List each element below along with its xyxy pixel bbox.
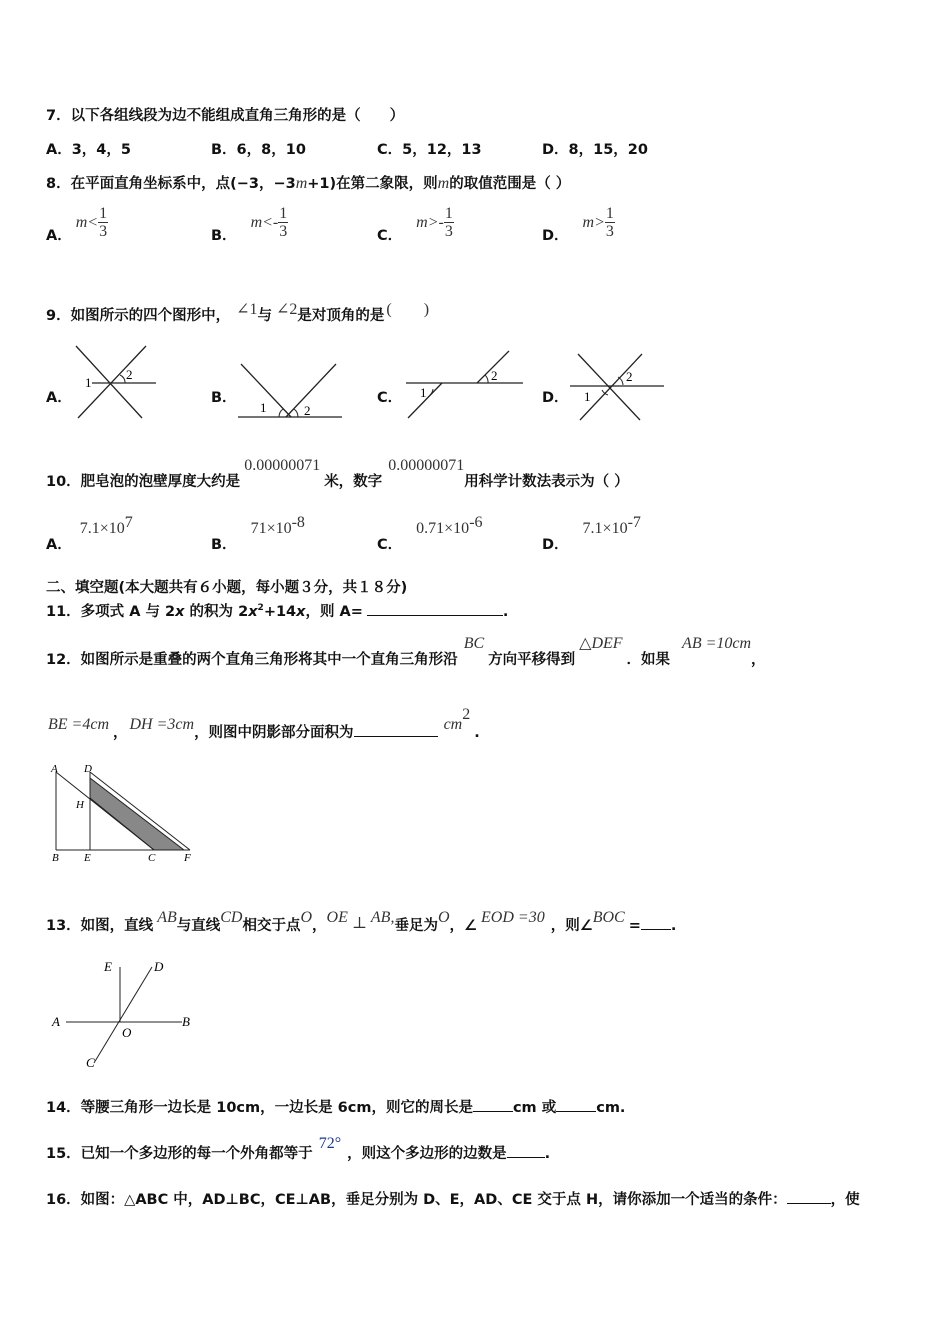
q10-option-b xyxy=(211,514,305,553)
q9-c-label-2: 2 xyxy=(491,368,498,383)
q8-op-a: m< xyxy=(75,213,99,231)
q12-ab: AB =10cm xyxy=(682,635,752,652)
q13-oe: OE xyxy=(326,909,348,926)
q8-stem-post: 的取值范围是（ ） xyxy=(449,176,571,192)
q9-stem-post: 是对顶角的是 xyxy=(297,308,385,324)
q11-end: . xyxy=(502,604,509,620)
q7-option-c: C．5，12，13 xyxy=(377,142,482,158)
q9-angle1: ∠1 xyxy=(236,301,258,318)
q8-label-d: D． xyxy=(542,228,569,244)
q10-label-c: C． xyxy=(377,536,403,553)
q12-comma: ， xyxy=(751,652,766,668)
q12-fig-e: E xyxy=(84,852,91,864)
q9-label-a: A． xyxy=(46,390,72,406)
q9-d-label-1: 1 xyxy=(584,389,591,404)
q10-base-a: 7.1×10 xyxy=(79,519,125,537)
q7-option-a: A．3，4，5 xyxy=(46,142,131,158)
q13-fig-e: E xyxy=(104,959,112,974)
q13-perp: ⊥ xyxy=(351,915,367,932)
q16-stem xyxy=(46,1188,860,1209)
q16-answer-blank[interactable] xyxy=(787,1189,831,1204)
q15-end: . xyxy=(544,1146,551,1162)
q11-post: ，则 A= xyxy=(305,604,363,620)
q8-frac-b xyxy=(278,205,288,240)
q13-t7: = xyxy=(628,918,641,934)
q15-degree: 72° xyxy=(318,1135,342,1152)
frac-num: 1 xyxy=(279,205,288,222)
q13-cd: CD xyxy=(220,909,243,926)
frac-num: 1 xyxy=(444,205,453,222)
q10-stem-pre: 10．肥皂泡的泡壁厚度大约是 xyxy=(46,474,241,490)
q12-unit-sup: 2 xyxy=(462,706,471,723)
q11-x2: x xyxy=(248,604,258,620)
q8-label-a: A． xyxy=(46,228,72,244)
q9-d-label-2: 2 xyxy=(626,369,633,384)
q13-t1: 与直线 xyxy=(176,918,221,934)
q15-post: ，则这个多边形的边数是 xyxy=(347,1146,507,1162)
q8-op-c: m>- xyxy=(416,213,444,231)
q14-answer-blank-1[interactable] xyxy=(473,1097,513,1112)
q8-stem-pre: 8．在平面直角坐标系中，点(−3，−3 xyxy=(46,176,296,192)
q13-end: . xyxy=(670,918,677,934)
q8-option-a xyxy=(46,205,108,244)
q12-mid2: ．如果 xyxy=(626,652,671,668)
q14-pre: 14．等腰三角形一边长是 10cm，一边长是 6cm，则它的周长是 xyxy=(46,1100,473,1116)
q12-figure xyxy=(44,760,204,866)
q13-t6: ，则∠ xyxy=(550,918,593,934)
q11-mid: 的积为 2 xyxy=(184,604,249,620)
q10-option-a xyxy=(46,514,133,553)
q13-t3: ， xyxy=(312,918,327,934)
section-2-heading: 二、填空题(本大题共有６小题，每小题３分，共１８分) xyxy=(46,580,408,596)
q8-label-c: C． xyxy=(377,228,403,244)
frac-den: 3 xyxy=(444,223,453,240)
q8-label-b: B． xyxy=(211,228,237,244)
q9-figure-d xyxy=(568,350,668,422)
q12-mid: 方向平移得到 xyxy=(488,652,576,668)
q13-boc: BOC xyxy=(592,909,625,926)
frac-num: 1 xyxy=(99,205,108,222)
q7-stem: 7．以下各组线段为边不能组成直角三角形的是（ ） xyxy=(46,108,405,124)
q10-exp-b: -8 xyxy=(291,514,305,531)
q12-fig-c: C xyxy=(148,852,156,864)
q9-stem-mid: 与 xyxy=(257,308,272,324)
q13-figure xyxy=(48,955,198,1070)
q12-fig-h: H xyxy=(76,799,84,811)
frac-den: 3 xyxy=(279,223,288,240)
q10-stem-mid: 米，数字 xyxy=(324,474,383,490)
q12-fig-a: A xyxy=(51,763,58,775)
q12-post: ，则图中阴影部分面积为 xyxy=(194,724,354,741)
q9-label-c: C． xyxy=(377,390,403,406)
q10-option-d xyxy=(542,514,641,553)
q8-var-m1: m xyxy=(295,175,308,192)
q9-a-label-2: 2 xyxy=(126,367,133,382)
q9-figure-a xyxy=(70,342,160,422)
q11-x1: x xyxy=(175,604,185,620)
q10-exp-a: 7 xyxy=(124,514,133,531)
q13-ab: AB xyxy=(157,909,177,926)
q14-stem xyxy=(46,1096,625,1117)
q10-base-b: 71×10 xyxy=(250,519,292,537)
q12-end: . xyxy=(474,724,480,741)
q9-stem xyxy=(46,296,430,324)
frac-den: 3 xyxy=(99,223,108,240)
q16-post: ，使 xyxy=(830,1192,860,1208)
q9-figure-b xyxy=(236,360,346,422)
q12-dh: DH =3cm xyxy=(129,715,195,733)
q10-exp-c: -6 xyxy=(469,514,483,531)
q13-answer-blank[interactable] xyxy=(641,915,671,930)
q12-bc: BC xyxy=(463,635,485,652)
q10-label-d: D． xyxy=(542,536,569,553)
q13-t2: 相交于点 xyxy=(242,918,301,934)
q12-pre: 12．如图所示是重叠的两个直角三角形将其中一个直角三角形沿 xyxy=(46,652,458,668)
q14-answer-blank-2[interactable] xyxy=(556,1097,596,1112)
frac-num: 1 xyxy=(605,205,614,222)
q9-angle2: ∠2 xyxy=(276,301,298,318)
q15-answer-blank[interactable] xyxy=(507,1143,545,1158)
q7-option-d: D．8，15，20 xyxy=(542,142,648,158)
q9-paren: ( ) xyxy=(386,301,430,318)
q12-stem-line1 xyxy=(46,632,766,668)
q13-o1: O xyxy=(300,909,313,926)
q9-stem-pre: 9．如图所示的四个图形中， xyxy=(46,308,231,324)
q11-pre: 11．多项式 A 与 2 xyxy=(46,604,176,620)
q8-option-b xyxy=(211,205,288,244)
q12-be: BE =4cm xyxy=(48,715,109,733)
q14-post: cm. xyxy=(596,1100,626,1116)
q8-stem xyxy=(46,172,570,193)
q9-c-label-1: 1 xyxy=(420,385,427,400)
q13-eod: EOD =30 xyxy=(481,909,545,926)
q10-label-b: B． xyxy=(211,536,237,553)
q12-stem-line2 xyxy=(48,706,480,741)
q13-fig-c: C xyxy=(86,1055,95,1070)
q9-label-b: B． xyxy=(211,390,237,406)
q13-fig-b: B xyxy=(182,1014,190,1029)
q15-stem xyxy=(46,1132,551,1162)
q12-unit: cm xyxy=(443,715,463,733)
q8-op-b: m<- xyxy=(250,213,279,231)
q10-label-a: A． xyxy=(46,536,72,553)
q13-fig-d: D xyxy=(154,959,164,974)
q15-pre: 15．已知一个多边形的每一个外角都等于 xyxy=(46,1146,313,1162)
q13-ab2: AB, xyxy=(370,909,395,926)
q9-figure-c xyxy=(402,348,527,420)
q12-def: △DEF xyxy=(579,635,623,652)
q11-stem xyxy=(46,600,508,621)
q12-comma2: ， xyxy=(113,724,128,741)
q13-t4: 垂足为 xyxy=(394,918,438,934)
q16-pre: 16．如图：△ABC 中，AD⊥BC，CE⊥AB，垂足分别为 D、E，AD、CE 交于点 H，请你添加一个适当的条件： xyxy=(46,1192,787,1208)
q11-plus: +14 xyxy=(263,604,297,620)
q10-number-2: 0.00000071 xyxy=(388,457,465,474)
q13-fig-o: O xyxy=(122,1025,132,1040)
q11-sup: 2 xyxy=(257,603,264,614)
q7-option-b: B．6，8，10 xyxy=(211,142,306,158)
q13-fig-a: A xyxy=(52,1014,60,1029)
q8-option-c xyxy=(377,205,454,244)
q13-pre: 13．如图，直线 xyxy=(46,918,154,934)
q12-answer-blank[interactable] xyxy=(354,722,438,737)
frac-den: 3 xyxy=(605,223,614,240)
q9-b-label-1: 1 xyxy=(260,400,267,415)
q8-frac-c xyxy=(444,205,454,240)
q8-option-d xyxy=(542,205,615,244)
q9-b-label-2: 2 xyxy=(304,403,311,418)
q8-frac-a xyxy=(98,205,108,240)
q12-fig-b: B xyxy=(52,852,59,864)
q10-stem-post: 用科学计数法表示为（ ） xyxy=(464,474,629,490)
q14-mid: cm 或 xyxy=(512,1100,557,1116)
q10-base-c: 0.71×10 xyxy=(416,519,470,537)
q8-var-m2: m xyxy=(437,175,450,192)
q12-fig-f: F xyxy=(184,852,191,864)
q10-stem xyxy=(46,454,629,490)
q10-exp-d: -7 xyxy=(627,514,641,531)
q12-fig-d: D xyxy=(84,763,92,775)
q13-o2: O xyxy=(437,909,450,926)
q11-answer-blank[interactable] xyxy=(367,601,503,616)
q10-number-1: 0.00000071 xyxy=(244,457,321,474)
q11-x3: x xyxy=(296,604,306,620)
q8-stem-mid: +1)在第二象限，则 xyxy=(307,176,438,192)
q10-option-c xyxy=(377,514,483,553)
q13-t5: ，∠ xyxy=(449,918,478,934)
q9-a-label-1: 1 xyxy=(85,375,92,390)
q8-frac-d xyxy=(605,205,615,240)
q9-label-d: D． xyxy=(542,390,569,406)
q13-stem xyxy=(46,906,677,934)
q8-op-d: m> xyxy=(582,213,605,231)
q10-base-d: 7.1×10 xyxy=(582,519,628,537)
